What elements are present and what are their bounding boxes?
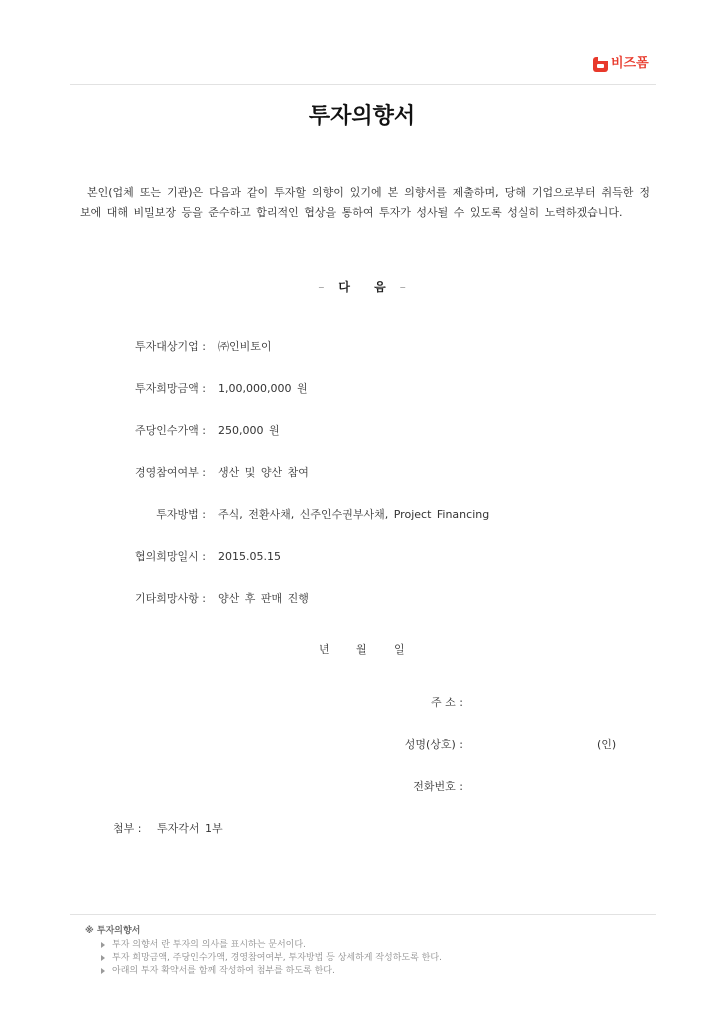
- name-label: 성명(상호) :: [404, 738, 463, 751]
- date-day-label: 일: [394, 643, 405, 656]
- note-text: 투자 희망금액, 주당인수가액, 경영참여여부, 투자방법 등 상세하게 작성하도록 한다.: [112, 953, 442, 963]
- notes-title: ※ 투자의향서: [85, 926, 141, 936]
- note-item: [100, 939, 306, 951]
- note-item: [100, 965, 335, 977]
- header-divider: [70, 84, 656, 85]
- field-value: 250,000 원: [218, 424, 280, 437]
- field-negotiation-date: [0, 549, 724, 565]
- field-label: 투자희망금액 :: [135, 382, 206, 395]
- seal-mark: (인): [597, 738, 617, 751]
- field-label: 기타희망사항 :: [135, 592, 206, 605]
- field-value: 2015.05.15: [218, 550, 281, 563]
- field-value: 양산 후 판매 진행: [218, 592, 309, 605]
- field-label: 주당인수가액 :: [135, 424, 206, 437]
- field-value: 주식, 전환사채, 신주인수권부사채, Project Financing: [218, 508, 490, 521]
- intro-line: 본인(업체 또는 기관)은 다음과 같이 투자할 의향이 있기에 본 의향서를 제출하며, 당해 기업으로부터 취득한 정: [87, 186, 650, 199]
- field-investment-amount: [0, 381, 724, 397]
- date-year-label: 년: [319, 643, 330, 656]
- attachment-value: 투자각서 1부: [157, 822, 223, 835]
- field-label: 협의희망일시 :: [135, 550, 206, 563]
- document-title: 투자의향서: [308, 104, 416, 129]
- field-value: ㈜인비토이: [218, 340, 272, 353]
- bizform-logo-icon: [593, 57, 608, 72]
- intro-line: 보에 대해 비밀보장 등을 준수하고 합리적인 협상을 통하여 투자가 성사될 수 있도록 성실히 노력하겠습니다.: [80, 206, 623, 219]
- note-item: [100, 952, 442, 964]
- field-target-company: [0, 339, 724, 355]
- intro-paragraph: [80, 183, 650, 223]
- field-label: 투자대상기업 :: [135, 340, 206, 353]
- bullet-icon: [101, 942, 105, 948]
- field-other-requests: [0, 591, 724, 607]
- field-management-participation: [0, 465, 724, 481]
- notice-heading: [0, 279, 724, 295]
- notice-title: 다 음: [338, 280, 396, 294]
- field-price-per-share: [0, 423, 724, 439]
- bullet-icon: [101, 968, 105, 974]
- field-label: 투자방법 :: [156, 508, 206, 521]
- footer-divider: [70, 914, 656, 915]
- note-text: 아래의 투자 확약서를 함께 작성하여 첨부를 하도록 한다.: [112, 966, 335, 976]
- address-label: 주 소 :: [431, 696, 463, 709]
- notice-dash-right: –: [399, 280, 406, 294]
- notice-dash-left: –: [318, 280, 325, 294]
- note-text: 투자 의향서 란 투자의 의사를 표시하는 문서이다.: [112, 940, 306, 950]
- logo-text: 비즈폼: [611, 56, 649, 71]
- bullet-icon: [101, 955, 105, 961]
- field-investment-method: [0, 507, 724, 523]
- bizform-logo: [593, 56, 649, 72]
- date-month-label: 월: [356, 643, 367, 656]
- phone-label: 전화번호 :: [413, 780, 463, 793]
- field-label: 경영참여여부 :: [135, 466, 206, 479]
- field-value: 1,00,000,000 원: [218, 382, 308, 395]
- field-value: 생산 및 양산 참여: [218, 466, 309, 479]
- attachment-label: 첨부 :: [113, 822, 142, 835]
